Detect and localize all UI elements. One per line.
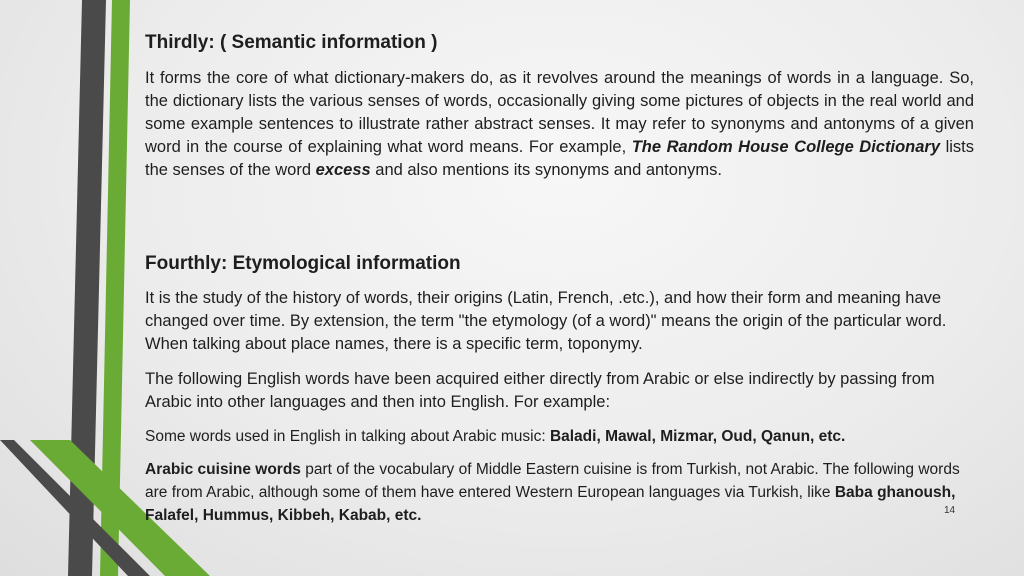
semantic-paragraph bbox=[145, 67, 974, 182]
semantic-text-part1: It forms the core of what dictionary-makers do, as it revolves around the meanings of words in a language. So, the dictionary lists the various senses of words, occasionally giving some pictures of objects in the real world and some example sentences to illustrate rather abstract senses. It may refer to synonyms and antonyms of a given word in the course of explaining what word means. For example, bbox=[145, 69, 974, 156]
section-title-semantic: Thirdly: ( Semantic information ) bbox=[145, 32, 438, 53]
semantic-text-part3: and also mentions its synonyms and antonyms. bbox=[375, 161, 722, 179]
cuisine-paragraph bbox=[145, 458, 974, 527]
cuisine-label: Arabic cuisine words bbox=[145, 461, 301, 478]
cuisine-text: part of the vocabulary of Middle Eastern cuisine is from Turkish, not Arabic. The following words are from Arabic, although some of them have entered Western European languages via Turkish, like bbox=[145, 461, 960, 501]
etymology-paragraph-1: It is the study of the history of words, their origins (Latin, French, .etc.), and how their form and meaning have changed over time. By extension, the term "the etymology (of a word)" means the origin of the particular word. When talking about place names, there is a specific term, toponymy. bbox=[145, 289, 947, 353]
music-words-line bbox=[145, 425, 974, 448]
slide-number: 14 bbox=[944, 505, 956, 516]
music-intro: Some words used in English in talking about Arabic music: bbox=[145, 428, 546, 445]
cuisine-words: Baba ghanoush, Falafel, Hummus, Kibbeh, Kabab, etc. bbox=[145, 484, 956, 524]
music-words: Baladi, Mawal, Mizmar, Oud, Qanun, etc. bbox=[549, 428, 846, 445]
etymology-paragraph-2: The following English words have been acquired either directly from Arabic or else indirectly by passing from Arabic into other languages and then into English. For example: bbox=[145, 370, 935, 411]
semantic-text-part2: lists the senses of the word bbox=[145, 138, 974, 179]
dictionary-title: The Random House College Dictionary bbox=[631, 138, 940, 156]
section-title-etymological: Fourthly: Etymological information bbox=[145, 253, 461, 274]
word-excess: excess bbox=[315, 161, 371, 179]
